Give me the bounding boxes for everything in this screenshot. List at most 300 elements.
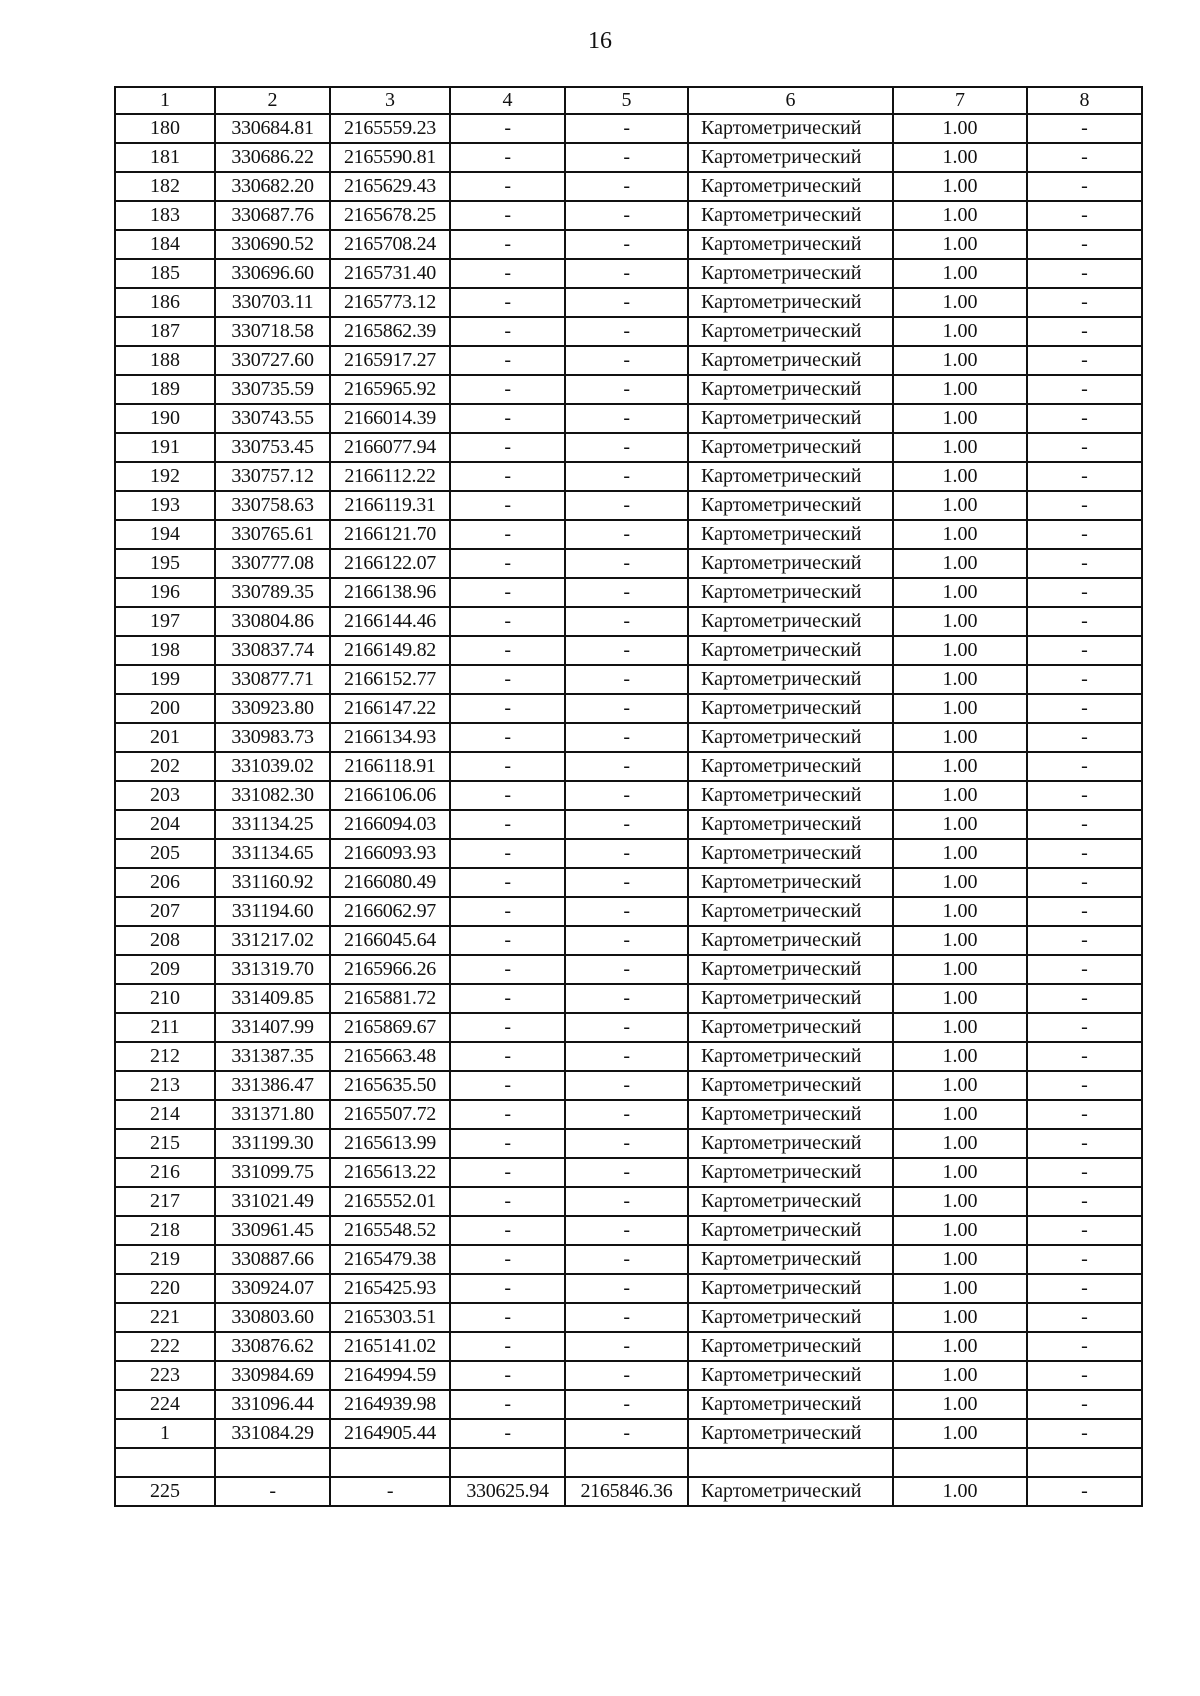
cell-method: Картометрический bbox=[688, 1332, 893, 1361]
cell-method: Картометрический bbox=[688, 1129, 893, 1158]
cell-point-number: 221 bbox=[115, 1303, 215, 1332]
cell-y-new: - bbox=[565, 1216, 688, 1245]
cell-accuracy: 1.00 bbox=[893, 201, 1027, 230]
cell-point-number: 202 bbox=[115, 752, 215, 781]
cell-note: - bbox=[1027, 375, 1142, 404]
cell-accuracy: 1.00 bbox=[893, 491, 1027, 520]
cell-x-coordinate: 330743.55 bbox=[215, 404, 330, 433]
table-row bbox=[115, 462, 1142, 491]
cell-accuracy: 1.00 bbox=[893, 636, 1027, 665]
table-row bbox=[115, 665, 1142, 694]
cell-x-coordinate: - bbox=[215, 1477, 330, 1506]
cell-y-new: - bbox=[565, 955, 688, 984]
cell-x-coordinate: 330887.66 bbox=[215, 1245, 330, 1274]
cell-method: Картометрический bbox=[688, 694, 893, 723]
cell-x-coordinate: 330984.69 bbox=[215, 1361, 330, 1390]
cell-note: - bbox=[1027, 607, 1142, 636]
cell-y-coordinate: 2165708.24 bbox=[330, 230, 450, 259]
cell-point-number: 204 bbox=[115, 810, 215, 839]
cell-method: Картометрический bbox=[688, 1158, 893, 1187]
cell-point-number: 209 bbox=[115, 955, 215, 984]
cell-accuracy: 1.00 bbox=[893, 926, 1027, 955]
page-number: 16 bbox=[588, 28, 612, 54]
cell-y-coordinate: 2165663.48 bbox=[330, 1042, 450, 1071]
cell-y-coordinate: 2165731.40 bbox=[330, 259, 450, 288]
table-row bbox=[115, 1187, 1142, 1216]
cell-accuracy: 1.00 bbox=[893, 1303, 1027, 1332]
cell-y-coordinate: 2166094.03 bbox=[330, 810, 450, 839]
table-row bbox=[115, 1419, 1142, 1448]
cell-note: - bbox=[1027, 984, 1142, 1013]
cell-accuracy: 1.00 bbox=[893, 752, 1027, 781]
cell-point-number: 186 bbox=[115, 288, 215, 317]
table-row bbox=[115, 346, 1142, 375]
cell-point-number: 212 bbox=[115, 1042, 215, 1071]
cell-accuracy: 1.00 bbox=[893, 810, 1027, 839]
cell-point-number: 207 bbox=[115, 897, 215, 926]
cell-y-coordinate: 2165678.25 bbox=[330, 201, 450, 230]
cell-note: - bbox=[1027, 462, 1142, 491]
table-row bbox=[115, 1390, 1142, 1419]
table-row bbox=[115, 955, 1142, 984]
cell-point-number: 224 bbox=[115, 1390, 215, 1419]
cell-note: - bbox=[1027, 1274, 1142, 1303]
cell-x-coordinate: 330877.71 bbox=[215, 665, 330, 694]
cell-method: Картометрический bbox=[688, 346, 893, 375]
cell-x-coordinate: 331194.60 bbox=[215, 897, 330, 926]
cell-x-new: - bbox=[450, 462, 565, 491]
cell-point-number: 182 bbox=[115, 172, 215, 201]
cell-point-number: 1 bbox=[115, 1419, 215, 1448]
cell-y-coordinate: 2165613.22 bbox=[330, 1158, 450, 1187]
cell-y-coordinate: 2165141.02 bbox=[330, 1332, 450, 1361]
cell-x-coordinate: 330924.07 bbox=[215, 1274, 330, 1303]
cell-x-new: - bbox=[450, 375, 565, 404]
cell-note: - bbox=[1027, 1332, 1142, 1361]
table-row bbox=[115, 1303, 1142, 1332]
cell-y-coordinate: 2165507.72 bbox=[330, 1100, 450, 1129]
cell-method: Картометрический bbox=[688, 433, 893, 462]
cell-x-coordinate: 330876.62 bbox=[215, 1332, 330, 1361]
column-header-x-new: 4 bbox=[450, 87, 565, 114]
cell-accuracy: 1.00 bbox=[893, 346, 1027, 375]
cell-point-number: 194 bbox=[115, 520, 215, 549]
column-header-y-new: 5 bbox=[565, 87, 688, 114]
cell-y-new: - bbox=[565, 143, 688, 172]
cell-x-coordinate: 330837.74 bbox=[215, 636, 330, 665]
cell-accuracy: 1.00 bbox=[893, 1332, 1027, 1361]
cell-point-number: 184 bbox=[115, 230, 215, 259]
cell-point-number: 199 bbox=[115, 665, 215, 694]
cell-point-number: 198 bbox=[115, 636, 215, 665]
cell-y-new: - bbox=[565, 1042, 688, 1071]
cell-method: Картометрический bbox=[688, 404, 893, 433]
cell-x-new: - bbox=[450, 172, 565, 201]
cell-point-number: 193 bbox=[115, 491, 215, 520]
cell-y-coordinate: 2166093.93 bbox=[330, 839, 450, 868]
cell-x-new: - bbox=[450, 926, 565, 955]
column-header-x-coordinate: 2 bbox=[215, 87, 330, 114]
cell-y-coordinate: 2165552.01 bbox=[330, 1187, 450, 1216]
cell-accuracy: 1.00 bbox=[893, 1042, 1027, 1071]
cell-accuracy: 1.00 bbox=[893, 1187, 1027, 1216]
cell-note: - bbox=[1027, 781, 1142, 810]
cell-y-coordinate: 2166080.49 bbox=[330, 868, 450, 897]
cell-x-coordinate: 330758.63 bbox=[215, 491, 330, 520]
cell-x-coordinate: 330753.45 bbox=[215, 433, 330, 462]
cell-y-new: - bbox=[565, 1245, 688, 1274]
cell-method: Картометрический bbox=[688, 1042, 893, 1071]
cell-point-number: 211 bbox=[115, 1013, 215, 1042]
cell-x-coordinate: 331021.49 bbox=[215, 1187, 330, 1216]
cell-y-coordinate: 2166045.64 bbox=[330, 926, 450, 955]
cell-point-number: 210 bbox=[115, 984, 215, 1013]
cell-point-number: 180 bbox=[115, 114, 215, 143]
cell-accuracy: 1.00 bbox=[893, 1361, 1027, 1390]
cell-method: Картометрический bbox=[688, 1187, 893, 1216]
cell-y-new: - bbox=[565, 723, 688, 752]
cell-note: - bbox=[1027, 1129, 1142, 1158]
cell-y-new: - bbox=[565, 636, 688, 665]
cell-x-new: - bbox=[450, 1129, 565, 1158]
cell-accuracy: 1.00 bbox=[893, 1100, 1027, 1129]
cell-accuracy: 1.00 bbox=[893, 694, 1027, 723]
cell-y-new: - bbox=[565, 172, 688, 201]
cell-y-coordinate: 2165425.93 bbox=[330, 1274, 450, 1303]
cell-y-new: - bbox=[565, 549, 688, 578]
table-row bbox=[115, 317, 1142, 346]
cell-y-coordinate: 2166118.91 bbox=[330, 752, 450, 781]
cell-y-coordinate: 2166119.31 bbox=[330, 491, 450, 520]
cell-y-coordinate: 2166152.77 bbox=[330, 665, 450, 694]
cell-y-new bbox=[565, 1448, 688, 1477]
cell-x-new: - bbox=[450, 1158, 565, 1187]
cell-accuracy: 1.00 bbox=[893, 1274, 1027, 1303]
cell-method: Картометрический bbox=[688, 201, 893, 230]
cell-y-new: - bbox=[565, 607, 688, 636]
cell-point-number: 219 bbox=[115, 1245, 215, 1274]
cell-x-new: - bbox=[450, 723, 565, 752]
cell-note: - bbox=[1027, 1245, 1142, 1274]
cell-x-new: - bbox=[450, 578, 565, 607]
cell-y-new: - bbox=[565, 346, 688, 375]
cell-x-new bbox=[450, 1448, 565, 1477]
table-row bbox=[115, 1245, 1142, 1274]
cell-accuracy: 1.00 bbox=[893, 1071, 1027, 1100]
table-row bbox=[115, 404, 1142, 433]
cell-x-coordinate: 331199.30 bbox=[215, 1129, 330, 1158]
cell-accuracy: 1.00 bbox=[893, 288, 1027, 317]
cell-y-coordinate: 2166014.39 bbox=[330, 404, 450, 433]
cell-y-new: - bbox=[565, 810, 688, 839]
table-row bbox=[115, 1042, 1142, 1071]
table-row bbox=[115, 1013, 1142, 1042]
table-row bbox=[115, 143, 1142, 172]
table-row bbox=[115, 984, 1142, 1013]
table-row bbox=[115, 114, 1142, 143]
table-row bbox=[115, 810, 1142, 839]
cell-accuracy: 1.00 bbox=[893, 723, 1027, 752]
cell-method: Картометрический bbox=[688, 172, 893, 201]
cell-x-new: - bbox=[450, 955, 565, 984]
cell-y-new: - bbox=[565, 462, 688, 491]
cell-x-coordinate: 330684.81 bbox=[215, 114, 330, 143]
cell-note: - bbox=[1027, 1361, 1142, 1390]
cell-accuracy: 1.00 bbox=[893, 897, 1027, 926]
table-row bbox=[115, 1100, 1142, 1129]
cell-x-new: - bbox=[450, 897, 565, 926]
cell-note bbox=[1027, 1448, 1142, 1477]
cell-point-number: 201 bbox=[115, 723, 215, 752]
cell-x-coordinate: 331039.02 bbox=[215, 752, 330, 781]
cell-point-number: 215 bbox=[115, 1129, 215, 1158]
cell-note: - bbox=[1027, 259, 1142, 288]
cell-note: - bbox=[1027, 839, 1142, 868]
cell-y-coordinate: 2166149.82 bbox=[330, 636, 450, 665]
cell-point-number: 223 bbox=[115, 1361, 215, 1390]
table-row bbox=[115, 1274, 1142, 1303]
cell-point-number: 218 bbox=[115, 1216, 215, 1245]
cell-note: - bbox=[1027, 346, 1142, 375]
cell-method bbox=[688, 1448, 893, 1477]
cell-method: Картометрический bbox=[688, 665, 893, 694]
cell-y-new: - bbox=[565, 1332, 688, 1361]
cell-point-number: 187 bbox=[115, 317, 215, 346]
table-row bbox=[115, 868, 1142, 897]
cell-point-number: 191 bbox=[115, 433, 215, 462]
cell-y-new: - bbox=[565, 752, 688, 781]
table-row bbox=[115, 230, 1142, 259]
cell-y-coordinate: 2166122.07 bbox=[330, 549, 450, 578]
table-row bbox=[115, 549, 1142, 578]
cell-y-coordinate: 2165862.39 bbox=[330, 317, 450, 346]
table-row bbox=[115, 375, 1142, 404]
cell-y-coordinate: 2165966.26 bbox=[330, 955, 450, 984]
cell-method: Картометрический bbox=[688, 1013, 893, 1042]
cell-y-new: - bbox=[565, 1187, 688, 1216]
cell-x-new: - bbox=[450, 1303, 565, 1332]
cell-x-coordinate: 330718.58 bbox=[215, 317, 330, 346]
cell-y-new: - bbox=[565, 1390, 688, 1419]
cell-point-number: 225 bbox=[115, 1477, 215, 1506]
cell-x-new: - bbox=[450, 839, 565, 868]
cell-point-number: 205 bbox=[115, 839, 215, 868]
cell-y-coordinate: 2165548.52 bbox=[330, 1216, 450, 1245]
cell-x-coordinate: 330804.86 bbox=[215, 607, 330, 636]
cell-accuracy: 1.00 bbox=[893, 1419, 1027, 1448]
cell-point-number bbox=[115, 1448, 215, 1477]
cell-note: - bbox=[1027, 1071, 1142, 1100]
cell-note: - bbox=[1027, 1216, 1142, 1245]
table-header-row bbox=[115, 87, 1142, 114]
cell-y-new: 2165846.36 bbox=[565, 1477, 688, 1506]
table-row bbox=[115, 926, 1142, 955]
cell-y-new: - bbox=[565, 230, 688, 259]
cell-method: Картометрический bbox=[688, 781, 893, 810]
cell-point-number: 200 bbox=[115, 694, 215, 723]
cell-x-new: - bbox=[450, 694, 565, 723]
cell-method: Картометрический bbox=[688, 1419, 893, 1448]
cell-x-coordinate bbox=[215, 1448, 330, 1477]
cell-point-number: 206 bbox=[115, 868, 215, 897]
cell-accuracy: 1.00 bbox=[893, 172, 1027, 201]
cell-note: - bbox=[1027, 752, 1142, 781]
cell-x-new: - bbox=[450, 143, 565, 172]
cell-method: Картометрический bbox=[688, 288, 893, 317]
cell-x-new: - bbox=[450, 1274, 565, 1303]
table-row bbox=[115, 288, 1142, 317]
cell-note: - bbox=[1027, 143, 1142, 172]
cell-accuracy: 1.00 bbox=[893, 1013, 1027, 1042]
cell-method: Картометрический bbox=[688, 1303, 893, 1332]
cell-y-coordinate: 2165303.51 bbox=[330, 1303, 450, 1332]
cell-y-coordinate: 2165965.92 bbox=[330, 375, 450, 404]
table-body bbox=[115, 114, 1142, 1506]
cell-x-coordinate: 330923.80 bbox=[215, 694, 330, 723]
cell-x-new: - bbox=[450, 1245, 565, 1274]
table-row bbox=[115, 1361, 1142, 1390]
cell-accuracy: 1.00 bbox=[893, 520, 1027, 549]
cell-accuracy: 1.00 bbox=[893, 462, 1027, 491]
cell-x-coordinate: 330686.22 bbox=[215, 143, 330, 172]
cell-y-coordinate: 2165559.23 bbox=[330, 114, 450, 143]
table-row bbox=[115, 636, 1142, 665]
cell-x-new: - bbox=[450, 752, 565, 781]
column-header-note: 8 bbox=[1027, 87, 1142, 114]
cell-x-coordinate: 330983.73 bbox=[215, 723, 330, 752]
column-header-y-coordinate: 3 bbox=[330, 87, 450, 114]
cell-y-new: - bbox=[565, 897, 688, 926]
cell-x-coordinate: 330703.11 bbox=[215, 288, 330, 317]
cell-x-coordinate: 331217.02 bbox=[215, 926, 330, 955]
cell-x-coordinate: 330690.52 bbox=[215, 230, 330, 259]
table-row bbox=[115, 694, 1142, 723]
cell-note: - bbox=[1027, 1100, 1142, 1129]
cell-accuracy: 1.00 bbox=[893, 839, 1027, 868]
cell-accuracy: 1.00 bbox=[893, 375, 1027, 404]
cell-x-coordinate: 331386.47 bbox=[215, 1071, 330, 1100]
cell-method: Картометрический bbox=[688, 114, 893, 143]
cell-y-coordinate: 2165881.72 bbox=[330, 984, 450, 1013]
cell-x-coordinate: 330735.59 bbox=[215, 375, 330, 404]
cell-note: - bbox=[1027, 1013, 1142, 1042]
cell-x-new: - bbox=[450, 1100, 565, 1129]
table-row bbox=[115, 781, 1142, 810]
cell-method: Картометрический bbox=[688, 1071, 893, 1100]
cell-y-coordinate: 2166106.06 bbox=[330, 781, 450, 810]
cell-note: - bbox=[1027, 868, 1142, 897]
cell-accuracy: 1.00 bbox=[893, 1216, 1027, 1245]
cell-x-new: - bbox=[450, 636, 565, 665]
cell-accuracy: 1.00 bbox=[893, 433, 1027, 462]
cell-x-new: - bbox=[450, 346, 565, 375]
cell-x-new: - bbox=[450, 1187, 565, 1216]
cell-y-new: - bbox=[565, 114, 688, 143]
cell-y-coordinate bbox=[330, 1448, 450, 1477]
column-header-point-number: 1 bbox=[115, 87, 215, 114]
cell-x-new: - bbox=[450, 491, 565, 520]
cell-method: Картометрический bbox=[688, 230, 893, 259]
cell-point-number: 190 bbox=[115, 404, 215, 433]
cell-method: Картометрический bbox=[688, 578, 893, 607]
cell-accuracy: 1.00 bbox=[893, 665, 1027, 694]
cell-note: - bbox=[1027, 636, 1142, 665]
cell-y-coordinate: 2166077.94 bbox=[330, 433, 450, 462]
cell-x-coordinate: 330789.35 bbox=[215, 578, 330, 607]
cell-y-new: - bbox=[565, 317, 688, 346]
cell-method: Картометрический bbox=[688, 462, 893, 491]
cell-y-coordinate: 2166112.22 bbox=[330, 462, 450, 491]
cell-accuracy: 1.00 bbox=[893, 868, 1027, 897]
cell-x-coordinate: 330682.20 bbox=[215, 172, 330, 201]
cell-x-new: - bbox=[450, 520, 565, 549]
cell-x-coordinate: 330757.12 bbox=[215, 462, 330, 491]
cell-y-coordinate: 2166138.96 bbox=[330, 578, 450, 607]
table-row bbox=[115, 172, 1142, 201]
cell-point-number: 192 bbox=[115, 462, 215, 491]
table-row bbox=[115, 1129, 1142, 1158]
cell-x-new: - bbox=[450, 1361, 565, 1390]
cell-x-coordinate: 331409.85 bbox=[215, 984, 330, 1013]
cell-note: - bbox=[1027, 665, 1142, 694]
cell-method: Картометрический bbox=[688, 839, 893, 868]
cell-x-new: - bbox=[450, 984, 565, 1013]
table-row bbox=[115, 578, 1142, 607]
cell-method: Картометрический bbox=[688, 1390, 893, 1419]
cell-method: Картометрический bbox=[688, 259, 893, 288]
cell-method: Картометрический bbox=[688, 1274, 893, 1303]
cell-note: - bbox=[1027, 1477, 1142, 1506]
cell-note: - bbox=[1027, 288, 1142, 317]
cell-x-coordinate: 331371.80 bbox=[215, 1100, 330, 1129]
cell-point-number: 183 bbox=[115, 201, 215, 230]
cell-x-new: - bbox=[450, 288, 565, 317]
cell-note: - bbox=[1027, 578, 1142, 607]
coordinates-table bbox=[114, 86, 1143, 1507]
cell-x-new: - bbox=[450, 1419, 565, 1448]
cell-method: Картометрический bbox=[688, 1477, 893, 1506]
cell-point-number: 196 bbox=[115, 578, 215, 607]
cell-x-new: - bbox=[450, 404, 565, 433]
cell-y-new: - bbox=[565, 984, 688, 1013]
cell-y-new: - bbox=[565, 781, 688, 810]
table-row bbox=[115, 1477, 1142, 1506]
cell-method: Картометрический bbox=[688, 752, 893, 781]
cell-x-coordinate: 330696.60 bbox=[215, 259, 330, 288]
cell-note: - bbox=[1027, 955, 1142, 984]
cell-x-coordinate: 331160.92 bbox=[215, 868, 330, 897]
cell-x-coordinate: 330687.76 bbox=[215, 201, 330, 230]
cell-y-coordinate: 2165917.27 bbox=[330, 346, 450, 375]
cell-x-coordinate: 331134.65 bbox=[215, 839, 330, 868]
cell-x-new: - bbox=[450, 1042, 565, 1071]
cell-y-new: - bbox=[565, 578, 688, 607]
cell-note: - bbox=[1027, 433, 1142, 462]
cell-method: Картометрический bbox=[688, 810, 893, 839]
cell-accuracy: 1.00 bbox=[893, 1390, 1027, 1419]
cell-accuracy: 1.00 bbox=[893, 230, 1027, 259]
cell-y-new: - bbox=[565, 926, 688, 955]
cell-note: - bbox=[1027, 404, 1142, 433]
cell-note: - bbox=[1027, 549, 1142, 578]
table-row bbox=[115, 201, 1142, 230]
cell-point-number: 222 bbox=[115, 1332, 215, 1361]
cell-x-new: 330625.94 bbox=[450, 1477, 565, 1506]
cell-accuracy: 1.00 bbox=[893, 114, 1027, 143]
cell-note: - bbox=[1027, 1390, 1142, 1419]
cell-note: - bbox=[1027, 1158, 1142, 1187]
cell-method: Картометрический bbox=[688, 549, 893, 578]
